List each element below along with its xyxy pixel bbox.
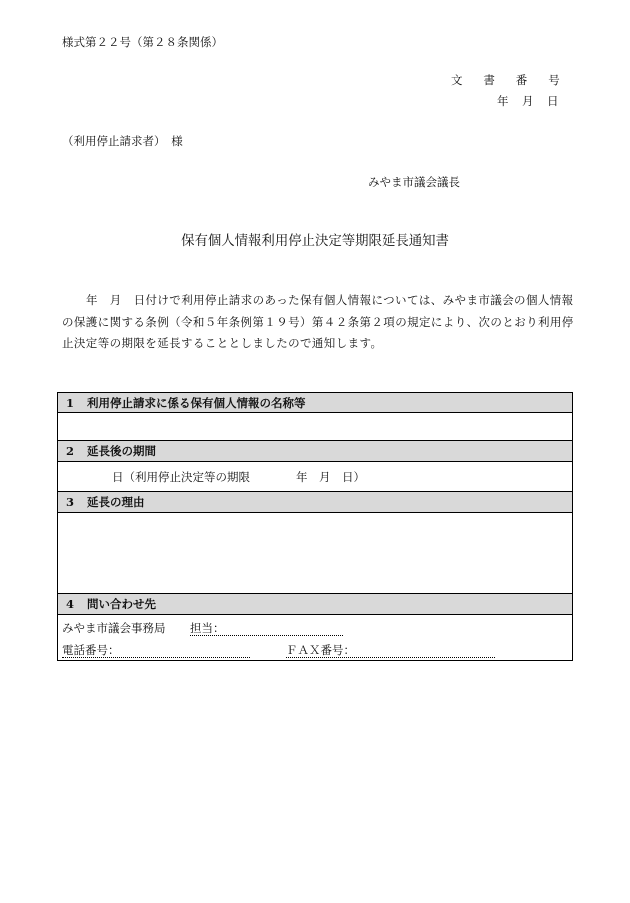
section-4-number: 4 xyxy=(66,597,75,611)
section-4-field xyxy=(58,615,572,660)
section-1-label: 利用停止請求に係る保有個人情報の名称等 xyxy=(87,395,306,410)
body-line: 年 月 日付けで利用停止請求のあった保有個人情報については、みやま市議会の個人情報 xyxy=(86,293,574,307)
document-title: 保有個人情報利用停止決定等期限延長通知書 xyxy=(181,234,449,249)
section-3-header xyxy=(58,492,572,513)
section-2-label: 延長後の期間 xyxy=(87,444,156,458)
section-1-header xyxy=(58,393,572,413)
section-1-number: 1 xyxy=(66,395,75,410)
document-date-label: 年 月 日 xyxy=(497,94,560,108)
section-4-label: 問い合わせ先 xyxy=(87,597,156,611)
form-number-label: 様式第２２号（第２８条関係） xyxy=(62,35,223,49)
section-3-label: 延長の理由 xyxy=(87,495,145,509)
section-1-field xyxy=(58,413,572,441)
contact-fax-field: ＦＡＸ番号： xyxy=(286,643,495,658)
section-2-header xyxy=(58,441,572,462)
contact-person-field: 担当： xyxy=(190,621,343,636)
extension-period-text: 日（利用停止決定等の期限 年 月 日） xyxy=(112,469,365,484)
section-2-number: 2 xyxy=(66,444,75,458)
body-line: 止決定等の期限を延長することとしましたので通知します。 xyxy=(62,336,383,350)
sender: みやま市議会議長 xyxy=(368,175,460,189)
body-line: の保護に関する条例（令和５年条例第１９号）第４２条第２項の規定により、次のとおり利用停 xyxy=(62,315,574,329)
notice-table xyxy=(57,392,573,661)
contact-phone-field: 電話番号： xyxy=(62,643,250,658)
addressee: （利用停止請求者） 様 xyxy=(62,134,183,148)
section-3-number: 3 xyxy=(66,495,75,509)
section-3-field xyxy=(58,513,572,594)
section-2-field xyxy=(58,462,572,492)
document-number-label: 文 書 番 号 xyxy=(451,73,565,87)
section-4-header xyxy=(58,594,572,615)
contact-office: みやま市議会事務局 xyxy=(62,621,166,635)
